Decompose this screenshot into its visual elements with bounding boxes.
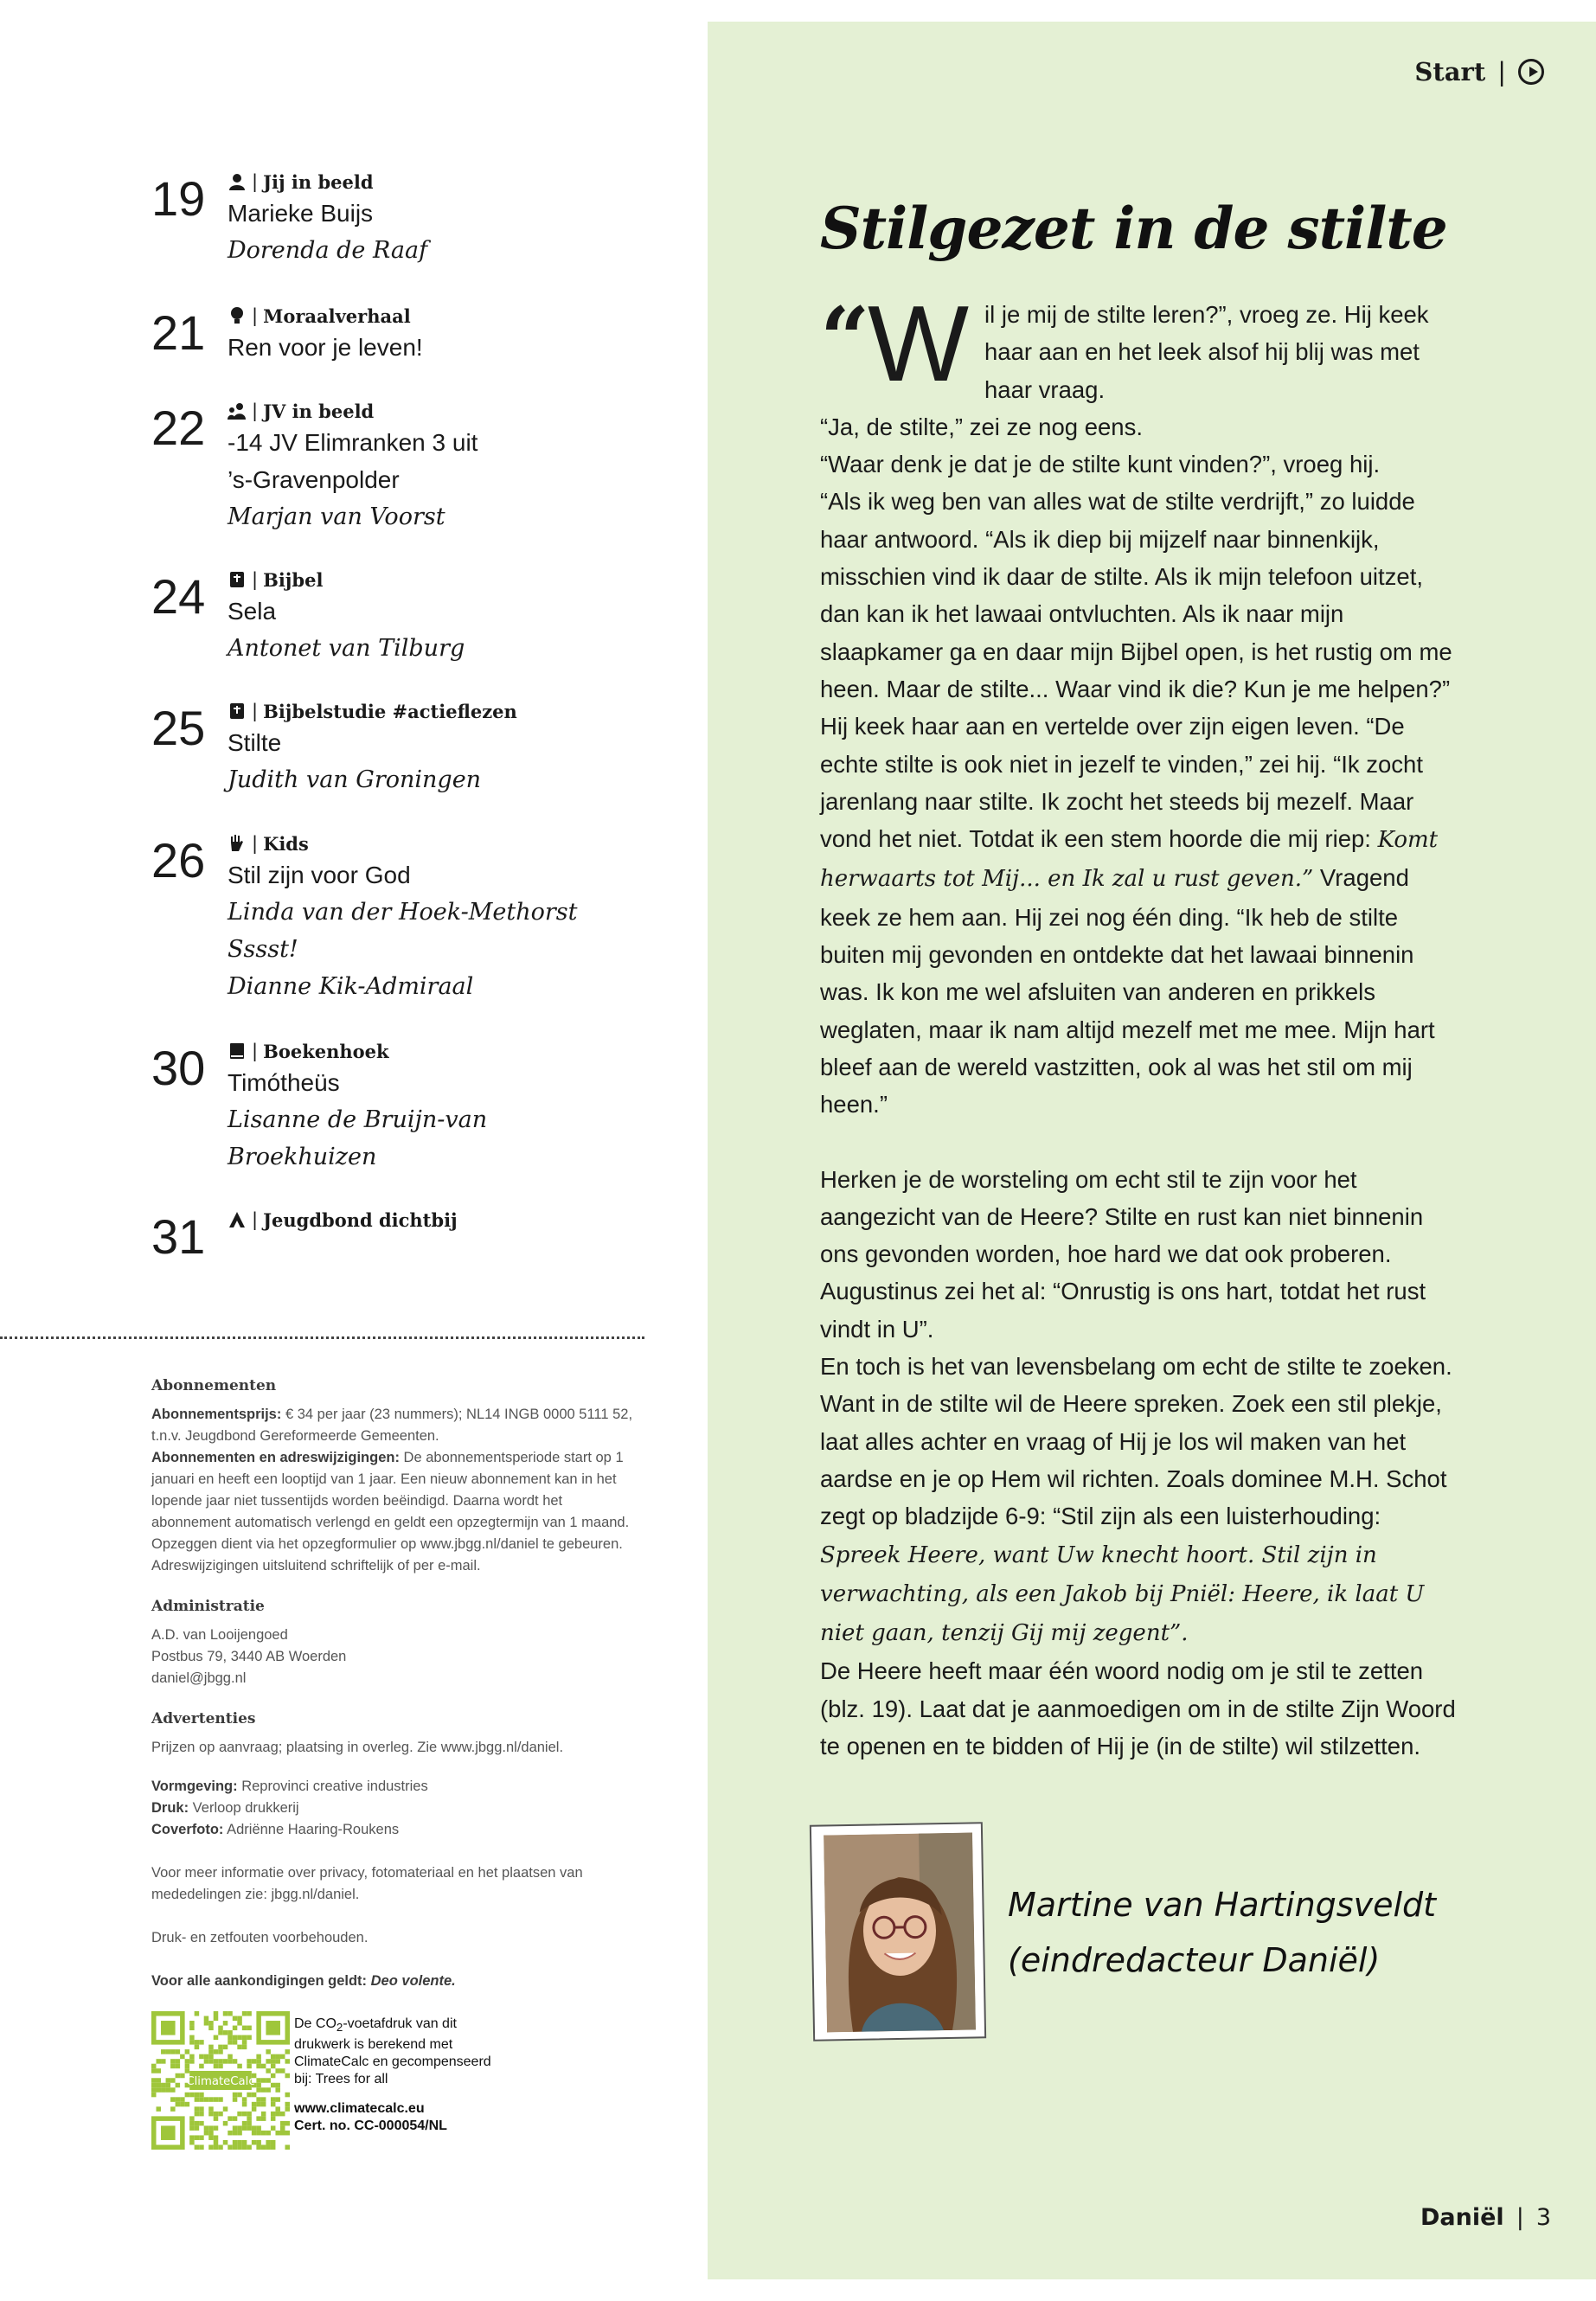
toc-author: Lisanne de Bruijn-van — [228, 1106, 488, 1133]
paragraph: il je mij de stilte leren?”, vroeg ze. Hij keek haar aan en het leek alsof hij blij was met haar vraag. — [984, 301, 1429, 403]
toc-title: Stilte — [228, 729, 282, 756]
page-footer — [1420, 2204, 1551, 2231]
author-photo — [824, 1832, 976, 2032]
paragraph: De Heere heeft maar één woord nodig om je stil te zetten (blz. 19). Laat dat je aanmoedigen om in de stilte Zijn Woord te openen en te bidden of Hij je (in de stilte) wil stilzetten. — [820, 1657, 1456, 1759]
toc-entry[interactable] — [151, 830, 670, 1005]
colophon-price: Abonnementsprijs: € 34 per jaar (23 nummers); NL14 INGB 0000 5111 52, t.n.v. Jeugdbond Gereformeerde Gemeenten. — [151, 1407, 633, 1444]
toc-category: | Bijbel — [228, 567, 670, 593]
magazine-name: Daniël — [1420, 2204, 1504, 2231]
paragraph: “Als ik weg ben van alles wat de stilte verdrijft,” zo luidde haar antwoord. “Als ik diep bij mijzelf naar binnenkijk, misschien vind ik daar de stilte. Als ik mijn telefoon uitzet, dan kan ik het lawaai ontvluchten. Als ik naar mijn slaapkamer ga en daar mijn Bijbel open, is het rustig om me heen. Maar de stilte... Waar vind ik die? Kun je me helpen?” — [820, 488, 1452, 702]
paragraph: “Waar denk je dat je de stilte kunt vinden?”, vroeg hij. — [820, 451, 1381, 478]
person-icon — [228, 172, 247, 191]
toc-page-number: 19 — [151, 171, 206, 226]
page-number: 3 — [1535, 2204, 1551, 2231]
group-icon — [228, 401, 247, 420]
paragraph: “Ja, de stilte,” zei ze nog eens. — [820, 413, 1143, 440]
toc-page-number: 30 — [151, 1041, 206, 1095]
bible-icon — [228, 570, 247, 589]
toc-author: Sssst! — [228, 936, 298, 963]
dotted-divider — [0, 1336, 644, 1339]
colophon-address-changes: Abonnementen en adreswijzigingen: De abonnementsperiode start op 1 januari en heeft een looptijd van 1 jaar. Een nieuw abonnement kan in het lopende jaar niet tussentijds worden beëindigd. Daarna wordt het abonnement automatisch verlengd en geldt een opzegtermijn van 1 maand. Opzeggen dient via het opzegformulier op www.jbgg.nl/daniel te gebeuren. Adreswijzigingen uitsluitend schriftelijk of per e-mail. — [151, 1450, 630, 1574]
author-photo-frame — [810, 1822, 986, 2041]
toc-author: Marjan van Voorst — [228, 503, 445, 530]
colophon-heading: Administratie — [151, 1598, 265, 1615]
colophon-errata: Druk- en zetfouten voorbehouden. — [151, 1930, 369, 1945]
toc-title: ’s-Gravenpolder — [228, 466, 400, 493]
campfire-icon — [228, 1210, 247, 1229]
play-icon[interactable] — [1518, 59, 1544, 85]
toc-entry[interactable] — [151, 1207, 670, 1264]
paragraph: Hij keek haar aan en vertelde over zijn eigen leven. “De echte stilte is ook niet in jezelf te vinden,” zei hij. “Ik zocht jarenlang naar stilte. Ik zocht het steeds bij mezelf. Maar vond het niet. Totdat ik een stem hoorde die mij riep: Komt herwaarts tot Mij... en Ik zal u rust geven.” Vragend keek ze hem aan. Hij zei nog één ding. “Ik heb de stilte buiten mij gevonden en ontdekte dat het lawaai binnenin was. Ik kon me wel afsluiten van anderen en prikkels weglaten, maar ik nam altijd mezelf met me mee. Mijn hart bleef aan de wereld vastzitten, ook al was het stil om mij heen.” — [820, 713, 1439, 1118]
bible-icon — [228, 702, 247, 721]
climate-cert: Cert. no. CC-000054/NL — [294, 2118, 447, 2134]
toc-title: Timótheüs — [228, 1069, 340, 1096]
toc-entry[interactable] — [151, 698, 670, 798]
dropcap: W — [868, 285, 970, 404]
article-title: Stilgezet in de stilte — [820, 195, 1447, 262]
admin-email[interactable]: daniel@jbgg.nl — [151, 1670, 247, 1686]
toc-author: Broekhuizen — [228, 1144, 377, 1170]
toc-page-number: 22 — [151, 401, 206, 455]
toc-author: Linda van der Hoek-Methorst — [228, 899, 578, 926]
toc-author: Dorenda de Raaf — [228, 237, 428, 264]
toc-category: | Moraalverhaal — [228, 303, 670, 329]
toc-entry[interactable] — [151, 398, 670, 535]
toc-entry[interactable] — [151, 303, 670, 366]
toc-author: Judith van Groningen — [228, 766, 482, 793]
paragraph: Herken je de worsteling om echt stil te zijn voor het aangezicht van de Heere? Stilte en rust kan niet binnenin ons gevonden worden, hoe hard we dat ook proberen. Augustinus zei het al: “Onrustig is ons hart, totdat het rust vindt in U”. — [820, 1165, 1426, 1343]
paragraph: En toch is het van levensbelang om echt de stilte te zoeken. Want in de stilte wil de Heere spreken. Zoek een stil plekje, laat alles achter en vraag of Hij je los wil maken van het aardse en je op Hem wil richten. Zoals dominee M.H. Schot zegt op bladzijde 6-9: “Stil zijn als een luisterhouding: Spreek Heere, want Uw knecht hoort. Stil zijn in verwachting, als een Jakob bij Pniël: Heere, ik laat U niet gaan, tenzij Gij mij zegent”. — [820, 1353, 1452, 1647]
qr-code[interactable] — [151, 2011, 290, 2150]
toc-page-number: 21 — [151, 305, 206, 360]
signature-role: (eindredacteur Daniël) — [1008, 1941, 1381, 1979]
toc-page-number: 31 — [151, 1209, 206, 1264]
toc-page-number: 25 — [151, 701, 206, 755]
article-body — [820, 285, 1456, 1765]
toc-category: | Jeugdbond dichtbij — [228, 1207, 670, 1233]
start-nav[interactable] — [1414, 57, 1544, 87]
colophon-administration: Administratie A.D. van Looijengoed Postbus 79, 3440 AB Woerden daniel@jbgg.nl — [151, 1596, 644, 1689]
toc-entry[interactable] — [151, 567, 670, 667]
colophon-credits: Vormgeving: Reprovinci creative industries Druk: Verloop drukkerij Coverfoto: Adriënne Haaring-Roukens — [151, 1779, 428, 1837]
colophon-heading: Advertenties — [151, 1710, 256, 1727]
lightbulb-icon — [228, 306, 247, 325]
toc-title: Sela — [228, 598, 277, 625]
quote-mark: “ — [820, 288, 870, 390]
toc-author: Dianne Kik-Admiraal — [228, 973, 474, 1000]
colophon-subscriptions — [151, 1375, 644, 1577]
colophon-privacy: Voor meer informatie over privacy, fotomateriaal en het plaatsen van mededelingen zie: jbgg.nl/daniel. — [151, 1865, 583, 1902]
start-label[interactable]: Start — [1414, 57, 1486, 87]
signature-name: Martine van Hartingsveldt — [1008, 1886, 1437, 1924]
climate-url[interactable]: www.climatecalc.eu — [294, 2101, 425, 2117]
colophon-advertising: Advertenties Prijzen op aanvraag; plaatsing in overleg. Zie www.jbgg.nl/daniel. — [151, 1708, 644, 1759]
toc-entry[interactable] — [151, 169, 670, 269]
qr-label: ClimateCalc — [186, 2074, 255, 2088]
colophon-heading: Abonnementen — [151, 1377, 277, 1394]
signature — [1008, 1877, 1436, 1988]
toc-category: | Kids — [228, 830, 670, 856]
climate-notice: De $CO_2$-voetafdruk van dit drukwerk is berekend met ClimateCalc en gecompenseerd bij: Trees for all www.climatecalc.eu Cert. no. CC-000054/NL — [294, 2016, 493, 2135]
footer-separator: | — [1516, 2204, 1524, 2231]
toc-title: Stil zijn voor God — [228, 862, 411, 888]
toc-category: | Bijbelstudie #actieflezen — [228, 698, 670, 724]
toc-title: -14 JV Elimranken 3 uit — [228, 429, 478, 456]
toc-author: Antonet van Tilburg — [228, 635, 465, 662]
toc-title: Ren voor je leven! — [228, 334, 423, 361]
hand-icon — [228, 834, 247, 853]
toc-page-number: 26 — [151, 833, 206, 888]
toc-category: | JV in beeld — [228, 398, 670, 424]
nav-separator: | — [1497, 57, 1506, 87]
toc-category: | Jij in beeld — [228, 169, 670, 195]
toc-title: Marieke Buijs — [228, 200, 374, 227]
toc-page-number: 24 — [151, 569, 206, 624]
book-icon — [228, 1042, 247, 1061]
colophon-deo-volente: Voor alle aankondigingen geldt: Deo volente. — [151, 1973, 456, 1989]
toc-category: | Boekenhoek — [228, 1038, 670, 1064]
toc-entry[interactable] — [151, 1038, 670, 1176]
